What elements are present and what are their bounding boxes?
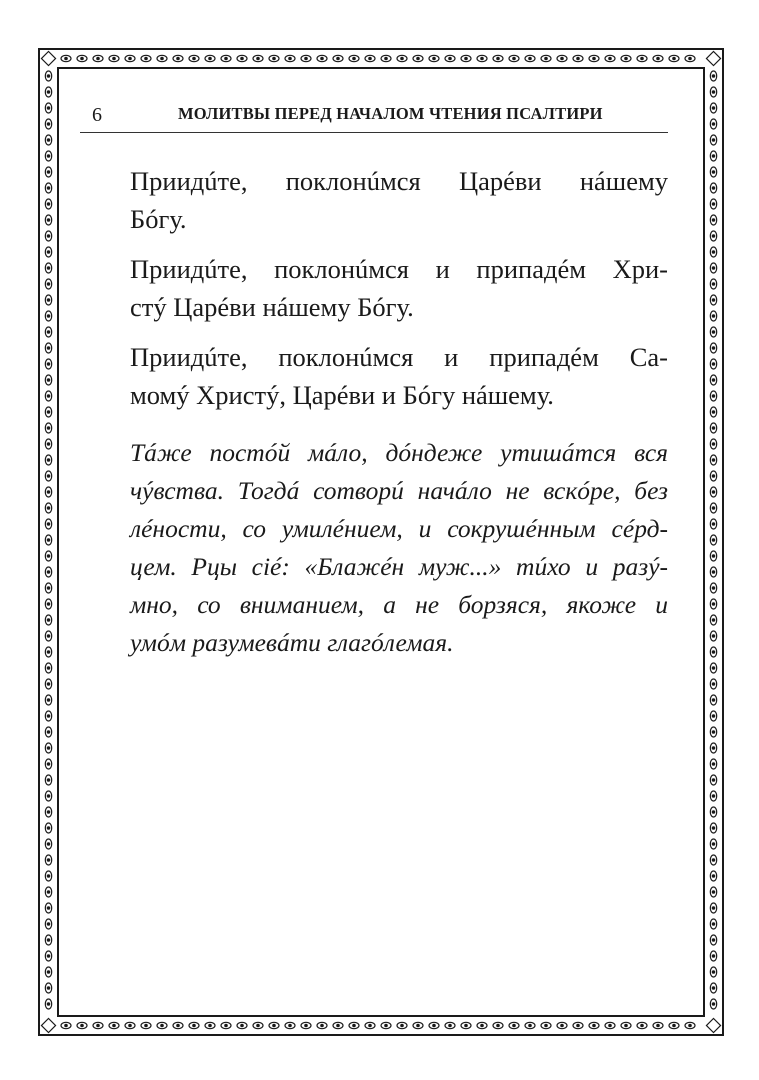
border-ornament-dot (609, 1024, 611, 1026)
border-corner-ornament (41, 51, 55, 65)
prayer-text (100, 162, 668, 674)
border-ornament-dot (712, 667, 714, 669)
border-ornament-dot (712, 219, 714, 221)
border-ornament-dot (337, 1024, 339, 1026)
border-ornament-dot (433, 57, 435, 59)
border-ornament-dot (712, 971, 714, 973)
border-ornament-dot (545, 57, 547, 59)
border-ornament-dot (47, 827, 49, 829)
border-ornament-dot (712, 523, 714, 525)
border-ornament-dot (145, 1024, 147, 1026)
border-ornament-dot (47, 715, 49, 717)
border-ornament-dot (673, 57, 675, 59)
border-ornament-dot (47, 587, 49, 589)
border-ornament-dot (81, 57, 83, 59)
border-ornament-dot (47, 955, 49, 957)
border-ornament-dot (465, 1024, 467, 1026)
border-ornament-dot (449, 57, 451, 59)
border-ornament-dot (712, 507, 714, 509)
border-ornament-dot (712, 683, 714, 685)
border-ornament-dot (47, 251, 49, 253)
border-ornament-dot (47, 811, 49, 813)
border-ornament-dot (241, 57, 243, 59)
border-ornament-dot (712, 555, 714, 557)
border-ornament-dot (47, 683, 49, 685)
border-ornament-dot (193, 57, 195, 59)
border-ornament-dot (712, 379, 714, 381)
border-ornament-dot (47, 443, 49, 445)
text-line: умóм разумевáти глагóлемая. (130, 628, 454, 657)
border-ornament-dot (689, 57, 691, 59)
paragraph-1 (100, 162, 668, 238)
border-ornament-dot (161, 57, 163, 59)
border-ornament-dot (47, 731, 49, 733)
border-ornament-dot (47, 763, 49, 765)
border-ornament-dot (712, 635, 714, 637)
border-ornament-dot (289, 1024, 291, 1026)
border-ornament-dot (225, 57, 227, 59)
border-ornament-dot (513, 1024, 515, 1026)
border-ornament-dot (47, 107, 49, 109)
border-ornament-dot (257, 57, 259, 59)
border-ornament-dot (47, 523, 49, 525)
border-ornament-dot (129, 1024, 131, 1026)
border-ornament-dot (689, 1024, 691, 1026)
border-ornament-dot (209, 57, 211, 59)
text-line: лéности, со умилéнием, и сокрушéнным сéрд- (130, 514, 668, 543)
border-ornament-dot (273, 57, 275, 59)
border-ornament-dot (712, 171, 714, 173)
border-ornament-dot (712, 443, 714, 445)
border-ornament-dot (129, 57, 131, 59)
border-ornament-dot (712, 91, 714, 93)
border-ornament-dot (401, 57, 403, 59)
paragraph-3 (100, 338, 668, 414)
border-ornament-dot (712, 459, 714, 461)
border-ornament-dot (369, 1024, 371, 1026)
text-line: цем. Рцы сié: «Блажéн муж...» тúхо и разý- (130, 552, 668, 581)
page-number: 6 (92, 104, 102, 126)
border-ornament-dot (712, 955, 714, 957)
border-ornament-dot (47, 1003, 49, 1005)
border-ornament-dot (65, 57, 67, 59)
border-ornament-dot (712, 315, 714, 317)
border-ornament-dot (641, 1024, 643, 1026)
border-ornament-dot (529, 57, 531, 59)
border-ornament-dot (161, 1024, 163, 1026)
border-ornament-dot (545, 1024, 547, 1026)
border-ornament-dot (625, 57, 627, 59)
border-ornament-dot (47, 875, 49, 877)
border-ornament-dot (353, 57, 355, 59)
border-ornament-dot (712, 939, 714, 941)
border-ornament-dot (577, 1024, 579, 1026)
border-ornament-dot (47, 267, 49, 269)
border-ornament-dot (529, 1024, 531, 1026)
border-ornament-dot (241, 1024, 243, 1026)
border-ornament-dot (47, 299, 49, 301)
border-ornament-dot (47, 891, 49, 893)
border-ornament-dot (369, 57, 371, 59)
border-ornament-dot (47, 779, 49, 781)
border-ornament-dot (47, 667, 49, 669)
border-ornament-dot (712, 235, 714, 237)
border-ornament-dot (712, 811, 714, 813)
border-corner-ornament (706, 51, 720, 65)
border-ornament-dot (145, 57, 147, 59)
border-ornament-dot (113, 1024, 115, 1026)
text-line: Приидúте, поклонúмся и припадéм Са- (130, 342, 668, 372)
border-ornament-dot (712, 843, 714, 845)
border-ornament-dot (609, 57, 611, 59)
border-ornament-dot (113, 57, 115, 59)
border-ornament-dot (47, 363, 49, 365)
border-ornament-dot (47, 699, 49, 701)
border-ornament-dot (712, 155, 714, 157)
border-ornament-dot (47, 347, 49, 349)
border-ornament-dot (321, 57, 323, 59)
running-title: МОЛИТВЫ ПЕРЕД НАЧАЛОМ ЧТЕНИЯ ПСАЛТИРИ (178, 104, 603, 123)
border-ornament-dot (47, 171, 49, 173)
border-ornament-dot (177, 57, 179, 59)
border-ornament-dot (47, 907, 49, 909)
border-ornament-dot (47, 331, 49, 333)
border-ornament-dot (47, 635, 49, 637)
border-ornament-dot (712, 267, 714, 269)
border-ornament-dot (47, 507, 49, 509)
border-ornament-dot (47, 859, 49, 861)
border-ornament-dot (417, 1024, 419, 1026)
border-ornament-dot (47, 475, 49, 477)
border-ornament-dot (225, 1024, 227, 1026)
border-ornament-dot (47, 315, 49, 317)
border-ornament-dot (47, 123, 49, 125)
border-ornament-dot (712, 907, 714, 909)
border-ornament-dot (712, 539, 714, 541)
text-line: Бóгу. (130, 204, 187, 234)
text-line: Тáже постóй мáло, дóндеже утишáтся вся (130, 438, 668, 467)
border-ornament-dot (712, 107, 714, 109)
border-ornament-dot (673, 1024, 675, 1026)
border-ornament-dot (712, 587, 714, 589)
border-ornament-dot (47, 427, 49, 429)
border-ornament-dot (47, 603, 49, 605)
text-line: чýвства. Тогдá сотворú начáло не вскóре, без (130, 476, 668, 505)
border-corner-ornament (41, 1018, 55, 1032)
border-ornament-dot (712, 763, 714, 765)
border-ornament-dot (449, 1024, 451, 1026)
border-ornament-dot (593, 57, 595, 59)
border-ornament-dot (712, 139, 714, 141)
border-ornament-dot (712, 859, 714, 861)
border-ornament-dot (65, 1024, 67, 1026)
border-ornament-dot (47, 923, 49, 925)
border-ornament-dot (401, 1024, 403, 1026)
paragraph-2 (100, 250, 668, 326)
border-ornament-dot (657, 57, 659, 59)
border-ornament-dot (47, 139, 49, 141)
border-ornament-dot (209, 1024, 211, 1026)
border-ornament-dot (712, 875, 714, 877)
border-ornament-dot (385, 1024, 387, 1026)
border-ornament-dot (47, 571, 49, 573)
border-ornament-dot (712, 411, 714, 413)
border-ornament-dot (47, 619, 49, 621)
border-ornament-dot (481, 57, 483, 59)
border-ornament-dot (712, 395, 714, 397)
border-ornament-dot (47, 555, 49, 557)
border-ornament-dot (712, 603, 714, 605)
border-ornament-dot (47, 539, 49, 541)
border-ornament-dot (712, 347, 714, 349)
border-ornament-dot (433, 1024, 435, 1026)
border-ornament-dot (337, 57, 339, 59)
border-ornament-dot (712, 651, 714, 653)
border-ornament-dot (593, 1024, 595, 1026)
border-ornament-dot (513, 57, 515, 59)
border-ornament-dot (97, 1024, 99, 1026)
border-ornament-dot (47, 843, 49, 845)
border-ornament-dot (712, 779, 714, 781)
border-ornament-dot (47, 491, 49, 493)
text-line: Приидúте, поклонúмся Царéви нáшему (130, 166, 668, 196)
border-ornament-dot (47, 283, 49, 285)
border-ornament-dot (712, 299, 714, 301)
border-ornament-dot (712, 75, 714, 77)
text-line: стý Царéви нáшему Бóгу. (130, 292, 414, 322)
border-ornament-dot (47, 235, 49, 237)
border-ornament-dot (177, 1024, 179, 1026)
page-header (80, 98, 668, 133)
border-ornament-dot (481, 1024, 483, 1026)
border-ornament-dot (321, 1024, 323, 1026)
border-ornament-dot (712, 363, 714, 365)
border-ornament-dot (417, 57, 419, 59)
border-ornament-dot (712, 619, 714, 621)
border-ornament-dot (712, 331, 714, 333)
border-corner-ornament (706, 1018, 720, 1032)
border-ornament-dot (465, 57, 467, 59)
border-ornament-dot (47, 651, 49, 653)
border-ornament-dot (47, 379, 49, 381)
border-ornament-dot (289, 57, 291, 59)
border-ornament-dot (561, 1024, 563, 1026)
border-ornament-dot (47, 203, 49, 205)
border-ornament-dot (641, 57, 643, 59)
border-ornament-dot (712, 203, 714, 205)
border-ornament-dot (712, 715, 714, 717)
border-ornament-dot (712, 187, 714, 189)
border-ornament-dot (657, 1024, 659, 1026)
border-ornament-dot (273, 1024, 275, 1026)
border-ornament-dot (47, 395, 49, 397)
border-ornament-dot (712, 923, 714, 925)
border-ornament-dot (193, 1024, 195, 1026)
border-ornament-dot (257, 1024, 259, 1026)
border-ornament-dot (497, 1024, 499, 1026)
border-ornament-dot (47, 75, 49, 77)
border-ornament-dot (47, 219, 49, 221)
border-ornament-dot (47, 411, 49, 413)
border-ornament-dot (712, 283, 714, 285)
border-ornament-dot (712, 491, 714, 493)
border-ornament-dot (712, 795, 714, 797)
border-ornament-dot (47, 747, 49, 749)
border-ornament-dot (305, 57, 307, 59)
border-ornament-dot (712, 571, 714, 573)
border-ornament-dot (81, 1024, 83, 1026)
border-ornament-dot (712, 123, 714, 125)
border-ornament-dot (625, 1024, 627, 1026)
border-ornament-dot (47, 459, 49, 461)
rubric-paragraph (100, 434, 668, 662)
border-ornament-dot (712, 427, 714, 429)
border-ornament-dot (47, 91, 49, 93)
text-line: момý Христý, Царéви и Бóгу нáшему. (130, 380, 554, 410)
border-ornament-dot (97, 57, 99, 59)
border-ornament-dot (712, 699, 714, 701)
text-line: мно, со вниманием, а не борзяся, якоже и (130, 590, 668, 619)
border-ornament-dot (577, 57, 579, 59)
border-ornament-dot (712, 475, 714, 477)
border-ornament-dot (47, 987, 49, 989)
border-ornament-dot (712, 251, 714, 253)
border-ornament-dot (305, 1024, 307, 1026)
border-ornament-dot (712, 987, 714, 989)
border-ornament-dot (712, 891, 714, 893)
border-ornament-dot (712, 827, 714, 829)
border-ornament-dot (561, 57, 563, 59)
border-ornament-dot (712, 1003, 714, 1005)
border-ornament-dot (385, 57, 387, 59)
border-ornament-dot (47, 187, 49, 189)
border-ornament-dot (712, 731, 714, 733)
border-ornament-dot (353, 1024, 355, 1026)
border-ornament-dot (47, 971, 49, 973)
border-ornament-dot (47, 795, 49, 797)
border-ornament-dot (497, 57, 499, 59)
border-ornament-dot (712, 747, 714, 749)
border-ornament-dot (47, 939, 49, 941)
text-line: Приидúте, поклонúмся и припадéм Хри- (130, 254, 668, 284)
border-ornament-dot (47, 155, 49, 157)
